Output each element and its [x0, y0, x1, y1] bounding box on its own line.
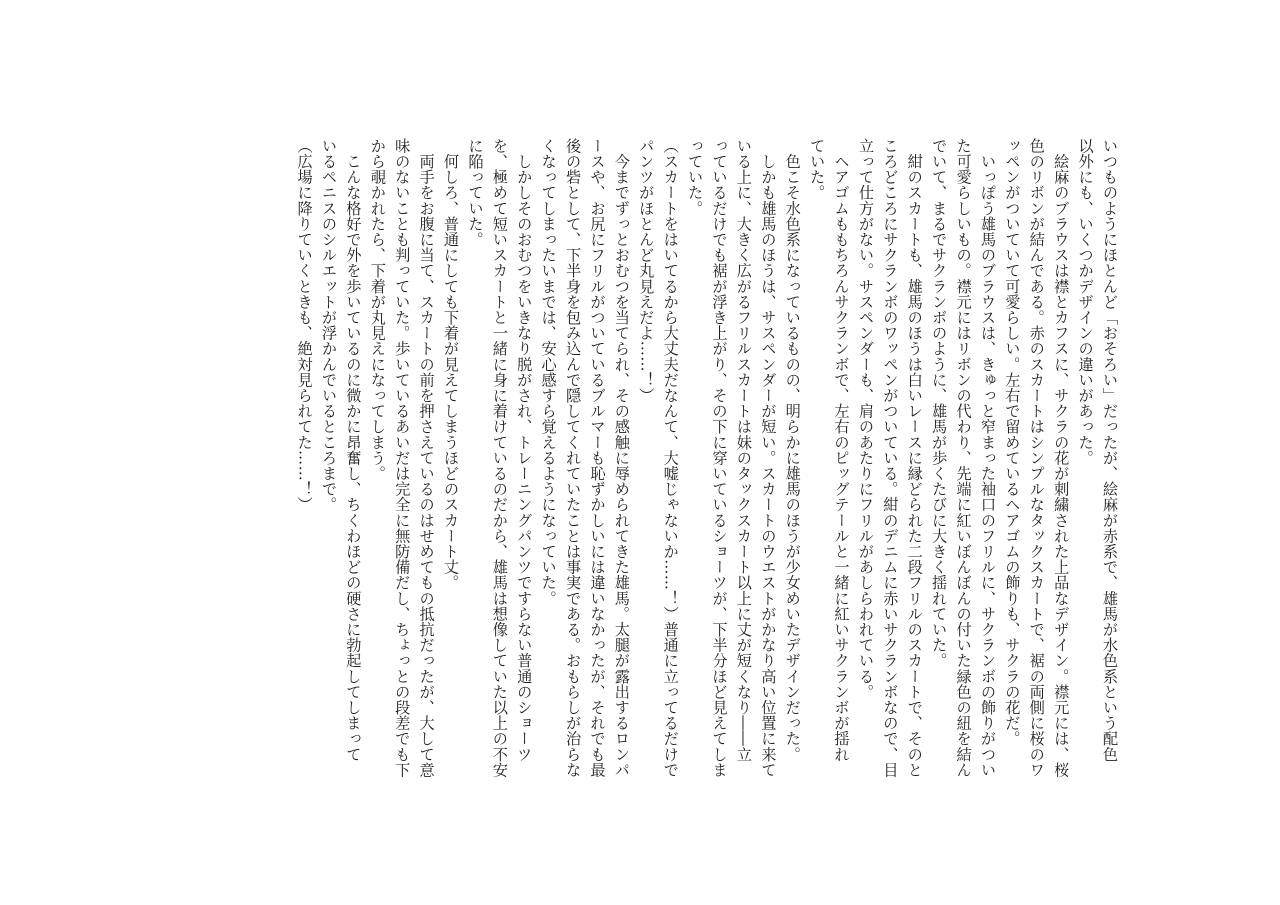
text-line: を、極めて短いスカートと一緒に身に着けているのだから、雄馬は想像していた以上の不安	[490, 138, 509, 778]
text-line: っているだけでも裾が浮き上がり、その下に穿いているショーツが、下半分ほど見えてしま	[710, 138, 729, 778]
text-line: いつものようにほとんど「おそろい」だったが、絵麻が赤系で、雄馬が水色系という配色	[1101, 138, 1119, 762]
text-line: た可愛らしいもの。襟元にはリボンの代わり、先端に紅いぼんぼんの付いた緑色の紐を結ん	[954, 138, 973, 778]
text-line: から覗かれたら、下着が丸見えになってしまう。	[368, 138, 387, 482]
text-line: でいて、まるでサクランボのように、雄馬が歩くたびに大きく揺れていた。	[930, 138, 949, 669]
text-line: 紺のスカートも、雄馬のほうは白いレースに縁どられた二段フリルのスカートで、そのと	[905, 138, 924, 778]
text-line: ッペンがついていて可愛らしい。左右で留めているヘアゴムの飾りも、サクラの花だ。	[1003, 138, 1022, 747]
text-line: いるペニスのシルエットが浮かんでいるところまで。	[320, 138, 338, 513]
text-line: 色のリボンが結んである。赤のスカートはシンプルなタックスカートで、裾の両側に桜のワ	[1027, 138, 1046, 778]
text-line: パンツがほとんど丸見えだよ……！）	[637, 138, 656, 404]
text-line: 何しろ、普通にしても下着が見えてしまうほどのスカート丈。	[442, 138, 461, 591]
text-line: 味のないことも判っていた。歩いているあいだは完全に無防備だし、ちょっとの段差でも下	[393, 138, 412, 778]
text-line: 以外にも、いくつかデザインの違いがあった。	[1076, 138, 1095, 466]
text-line: 色こそ水色系になっているものの、明らかに雄馬のほうが少女めいたデザインだった。	[783, 138, 802, 762]
text-line: 両手をお腹に当て、スカートの前を押さえているのはせめてもの抵抗だったが、大して意	[417, 138, 436, 778]
text-line: ヘアゴムももちろんサクランボで、左右のピッグテールと一緒に紅いサクランボが揺れ	[832, 138, 851, 762]
text-line: （広場に降りていくときも、絶対見られてた……！）	[295, 138, 314, 513]
text-line: 立って仕方がない。サスペンダーも、肩のあたりにフリルがあしらわれている。	[856, 138, 875, 700]
text-line: しかしそのおむつをいきなり脱がされ、トレーニングパンツですらない普通のショーツ	[515, 138, 534, 762]
text-line: こんな格好で外を歩いているのに微かに昂奮し、ちくわほどの硬さに勃起してしまって	[344, 138, 363, 762]
text-line: ていた。	[808, 138, 827, 201]
vertical-text-body	[137, 138, 1122, 818]
text-line: 絵麻のブラウスは襟とカフスに、サクラの花が刺繍された上品なデザイン。襟元には、桜	[1052, 138, 1071, 778]
text-line: （スカートをはいてるから大丈夫だなんて、大嘘じゃないか……！）普通に立ってるだけで	[661, 138, 680, 778]
text-line: 後の砦として、下半身を包み込んで隠してくれていたことは事実である。おもらしが治らな	[564, 138, 583, 778]
text-line: っていた。	[686, 138, 705, 216]
text-line: しかも雄馬のほうは、サスペンダーが短い。スカートのウエストがかなり高い位置に来て	[759, 138, 778, 778]
text-line: ころどころにサクランボのワッペンがついている。紺のデニムに赤いサクランボなので、目	[881, 138, 900, 778]
text-line: いる上に、大きく広がるフリルスカートは妹のタックスカート以上に丈が短くなり――立	[734, 138, 753, 762]
text-line: に陥っていた。	[466, 138, 485, 248]
text-line: ースや、お尻にフリルがついているブルマーも恥ずかしいには違いなかったが、それでも最	[588, 138, 607, 778]
text-line: 今までずっとおむつを当てられ、その感触に辱められてきた雄馬。太腿が露出するロンパ	[612, 138, 631, 778]
text-line: いっぽう雄馬のブラウスは、きゅっと窄まった袖口のフリルに、サクランボの飾りがつい	[978, 138, 997, 778]
text-line: くなってしまったいまでは、安心感すら覚えるようになっていた。	[539, 138, 558, 606]
